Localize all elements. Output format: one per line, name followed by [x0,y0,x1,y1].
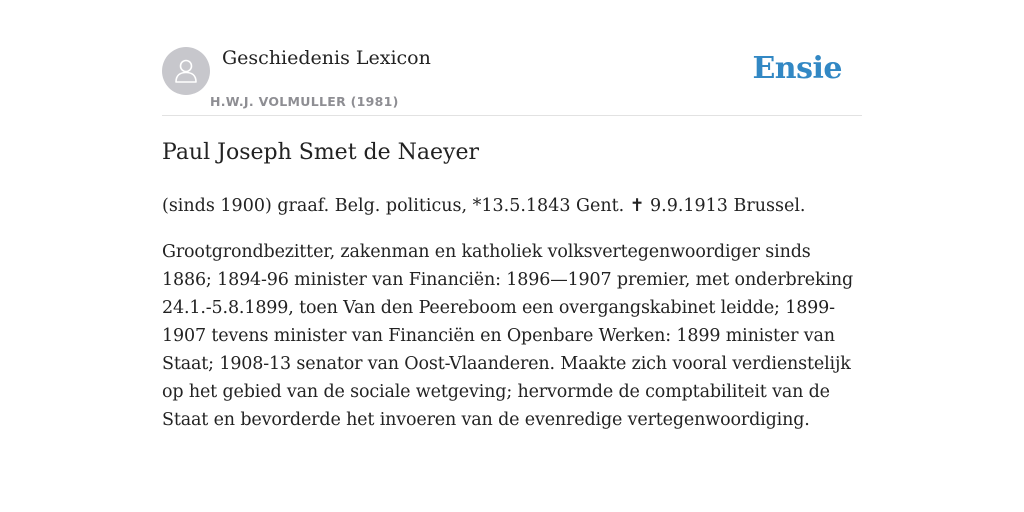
entry-body: Grootgrondbezitter, zakenman en katholiek volksvertegenwoordiger sinds 1886; 1894-96 minister van Financiën: 1896—1907 premier, met onderbreking 24.1.-5.8.1899, toen Van den Peereboom een overgangskabinet leidde; 1899-1907 tevens minister van Financiën en Openbare Werken: 1899 minister van Staat; 1908-13 senator van Oost-Vlaanderen. Maakte zich vooral verdienstelijk op het gebied van de sociale wetgeving; hervormde de comptabiliteit van de Staat en bevorderde het invoeren van de evenredige vertegenwoordiging. [162,242,854,430]
user-silhouette-icon [171,56,201,86]
author-label[interactable]: H.W.J. VOLMULLER (1981) [210,94,399,109]
brand-logo[interactable]: Ensie [752,51,842,86]
entry-lead: (sinds 1900) graaf. Belg. politicus, *13.5.1843 Gent. ✝ 9.9.1913 Brussel. [162,196,806,216]
entry-content [162,192,862,452]
header-divider [162,115,862,116]
entry-title: Paul Joseph Smet de Naeyer [162,140,479,165]
source-header [162,45,862,115]
user-avatar-icon[interactable] [162,47,210,95]
source-title-link[interactable]: Geschiedenis Lexicon [222,47,431,69]
